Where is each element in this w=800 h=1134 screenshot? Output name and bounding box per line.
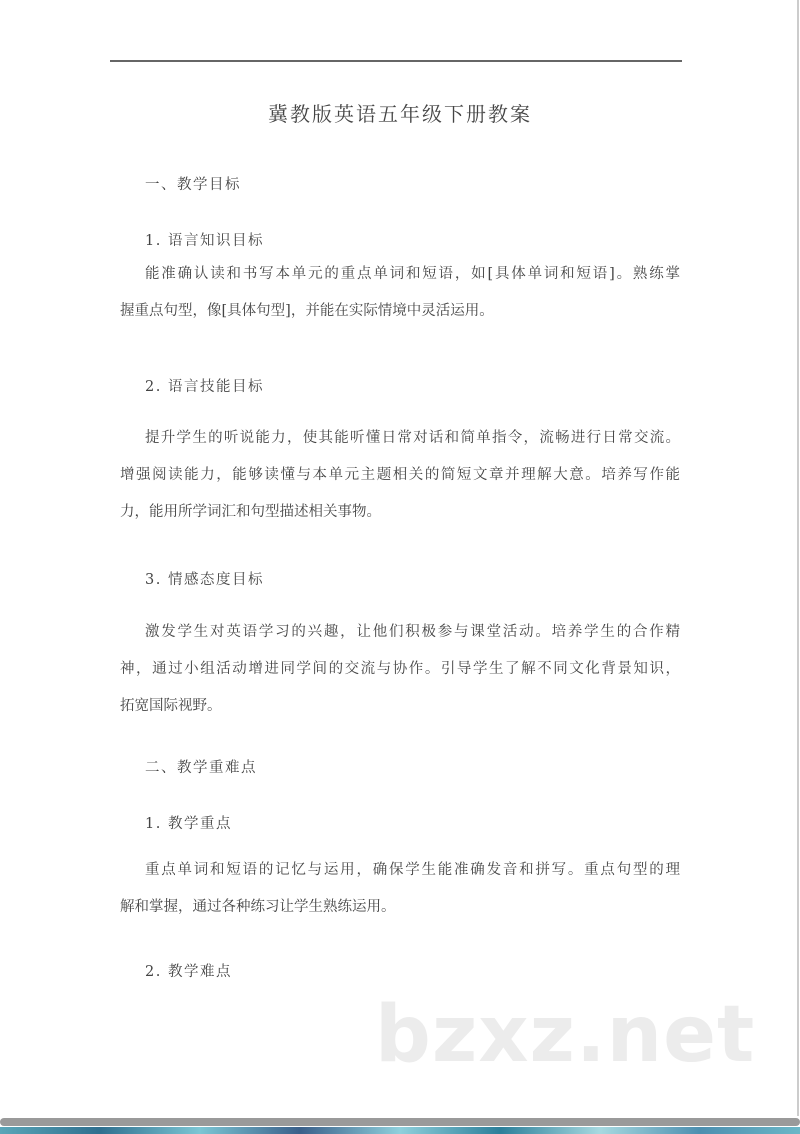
paragraph-line: 握重点句型，像[具体句型]，并能在实际情境中灵活运用。 — [120, 303, 494, 319]
paragraph-line: 力，能用所学词汇和句型描述相关事物。 — [120, 504, 381, 520]
paragraph-line: 能准确认读和书写本单元的重点单词和短语，如[具体单词和短语]。熟练掌 — [145, 266, 680, 282]
subsection-heading: 3. 情感态度目标 — [145, 572, 264, 588]
subsection-heading: 1. 语言知识目标 — [145, 233, 264, 249]
paragraph-line: 重点单词和短语的记忆与运用，确保学生能准确发音和拼写。重点句型的理 — [145, 862, 680, 878]
paragraph-line: 解和掌握，通过各种练习让学生熟练运用。 — [120, 899, 396, 915]
horizontal-scrollbar[interactable] — [0, 1118, 800, 1126]
paragraph-line: 神，通过小组活动增进同学间的交流与协作。引导学生了解不同文化背景知识， — [120, 661, 680, 677]
subsection-heading: 1. 教学重点 — [145, 816, 232, 832]
subsection-heading: 2. 语言技能目标 — [145, 379, 264, 395]
subsection-heading: 2. 教学难点 — [145, 964, 232, 980]
section-heading: 二、教学重难点 — [145, 760, 257, 776]
paragraph-line: 激发学生对英语学习的兴趣，让他们积极参与课堂活动。培养学生的合作精 — [145, 624, 680, 640]
desktop-background-strip — [0, 1127, 800, 1134]
paragraph-line: 提升学生的听说能力，使其能听懂日常对话和简单指令，流畅进行日常交流。 — [145, 430, 680, 446]
header-rule — [110, 60, 682, 62]
paragraph-line: 增强阅读能力，能够读懂与本单元主题相关的简短文章并理解大意。培养写作能 — [120, 467, 680, 483]
watermark: bzxz.net — [375, 990, 756, 1080]
section-heading: 一、教学目标 — [145, 177, 241, 193]
paragraph-line: 拓宽国际视野。 — [120, 698, 222, 714]
document-title: 冀教版英语五年级下册教案 — [268, 102, 532, 126]
